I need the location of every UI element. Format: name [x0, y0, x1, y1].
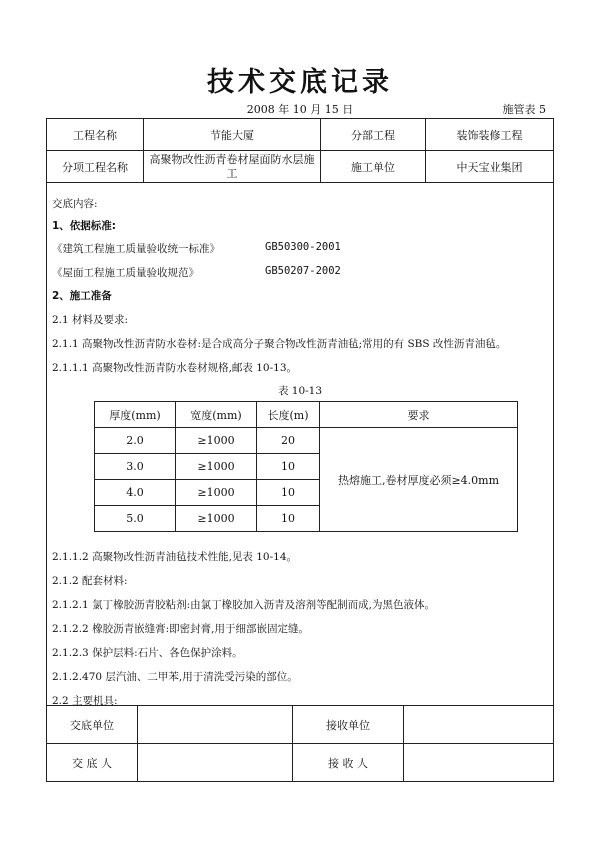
width-cell: ≥1000: [176, 428, 257, 454]
division: 装饰装修工程: [426, 119, 554, 151]
issuer-unit-field: [138, 706, 293, 744]
section-heading-standards: 1、依据标准:: [52, 220, 117, 232]
paragraph: 2.1.1.1 高聚物改性沥青防水卷材规格,邮表 10-13。: [52, 362, 298, 374]
contractor: 中天宝业集团: [426, 151, 554, 183]
record-date: 2008 年 10 月 15 日: [246, 103, 354, 116]
section-heading-preparation: 2、施工准备: [52, 290, 112, 302]
standard-name: 《建筑工程施工质量验收统一标准》: [52, 243, 220, 255]
receiver-unit-field: [404, 706, 554, 744]
thickness-cell: 3.0: [95, 454, 176, 480]
column-header: 要求: [320, 402, 518, 428]
thickness-cell: 4.0: [95, 480, 176, 506]
receiver-unit-label: 接收单位: [293, 706, 404, 744]
receiver-person-field: [404, 744, 554, 782]
project-name-label: 工程名称: [47, 119, 144, 151]
paragraph: 2.1.2.1 氯丁橡胶沥青胶粘剂:由氯丁橡胶加入沥青及溶剂等配制而成,为黑色液体。: [52, 599, 435, 611]
spec-table: [94, 401, 518, 532]
paragraph: 2.1.2.3 保护层料:石片、各色保护涂料。: [52, 647, 243, 659]
column-header: 厚度(mm): [95, 402, 176, 428]
division-label: 分部工程: [321, 119, 426, 151]
paragraph: 2.1.2.470 层汽油、二甲苯,用于清洗受污染的部位。: [52, 671, 298, 683]
issuer-person-field: [138, 744, 293, 782]
subitem-label: 分项工程名称: [47, 151, 144, 183]
form-number: 施管表 5: [502, 103, 546, 116]
contractor-label: 施工单位: [321, 151, 426, 183]
project-name: 节能大厦: [144, 119, 321, 151]
thickness-cell: 5.0: [95, 506, 176, 532]
content-intro: 交底内容:: [52, 198, 98, 210]
requirement-cell: 热熔施工,卷材厚度必须≥4.0mm: [320, 428, 518, 532]
table-row: [95, 428, 518, 454]
width-cell: ≥1000: [176, 454, 257, 480]
standard-code: GB50207-2002: [265, 265, 341, 277]
header-table: [46, 118, 554, 183]
issuer-unit-label: 交底单位: [47, 706, 138, 744]
standard-name: 《屋面工程施工质量验收规范》: [52, 267, 199, 279]
page-title: 技术交底记录: [207, 67, 393, 98]
signature-table: [46, 705, 554, 782]
paragraph: 2.1 材料及要求:: [52, 314, 129, 326]
table-caption: 表 10-13: [277, 385, 323, 397]
paragraph: 2.2 主要机具:: [52, 695, 118, 707]
width-cell: ≥1000: [176, 506, 257, 532]
length-cell: 10: [257, 506, 320, 532]
length-cell: 10: [257, 480, 320, 506]
paragraph: 2.1.2.2 橡胶沥青嵌缝膏:即密封膏,用于细部嵌固定缝。: [52, 623, 309, 635]
subitem-name: 高聚物改性沥青卷材屋面防水层施工: [144, 151, 321, 183]
paragraph: 2.1.1 高聚物改性沥青防水卷材:是合成高分子聚合物改性沥青油毡;常用的有 SBS 改性沥青油毡。: [52, 338, 507, 350]
standard-code: GB50300-2001: [265, 241, 341, 253]
column-header: 宽度(mm): [176, 402, 257, 428]
paragraph: 2.1.2 配套材料:: [52, 575, 128, 587]
width-cell: ≥1000: [176, 480, 257, 506]
receiver-person-label: 接 收 人: [293, 744, 404, 782]
thickness-cell: 2.0: [95, 428, 176, 454]
length-cell: 20: [257, 428, 320, 454]
paragraph: 2.1.1.2 高聚物改性沥青油毡技术性能,见表 10-14。: [52, 551, 298, 563]
issuer-person-label: 交 底 人: [47, 744, 138, 782]
length-cell: 10: [257, 454, 320, 480]
column-header: 长度(m): [257, 402, 320, 428]
